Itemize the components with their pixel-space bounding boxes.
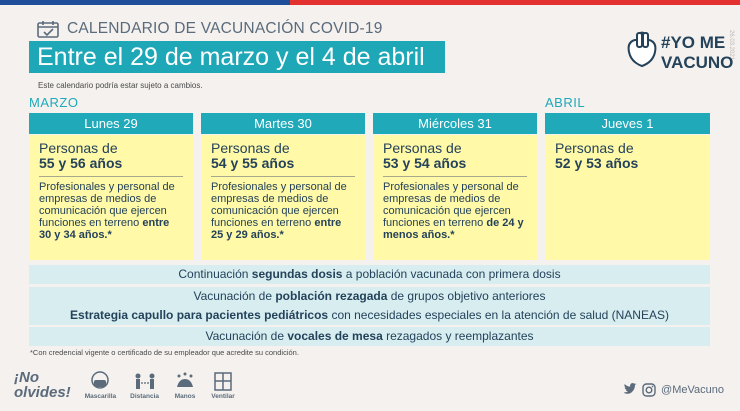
distance-icon xyxy=(133,371,157,393)
divider xyxy=(39,176,183,177)
badge-line1: #YO ME xyxy=(661,33,726,52)
day-body-lunes xyxy=(29,135,193,260)
header xyxy=(37,20,383,38)
day-body-jueves xyxy=(545,135,710,260)
month-label-april: ABRIL xyxy=(545,95,586,110)
divider xyxy=(383,176,527,177)
reminders xyxy=(14,370,235,400)
info-bar-vocales-de-mesa: Vacunación de vocales de mesa rezagados y reemplazantes xyxy=(29,327,710,346)
info-bar-poblacion-rezagada: Vacunación de población rezagada de grupos objetivo anteriores xyxy=(29,287,710,306)
day-body-martes xyxy=(201,135,365,260)
top-stripe-red xyxy=(290,0,740,5)
social-handle-text: @MeVacuno xyxy=(661,384,724,396)
persons-age: 55 y 56 años xyxy=(39,155,123,171)
professionals-text: Profesionales y personal de empresas de medios de comunicación que ejercen funciones en terreno entre 30 y 34 años.* xyxy=(39,181,175,241)
subtitle: Este calendario podría estar sujeto a cambios. xyxy=(38,81,203,90)
reminder-manos: Manos xyxy=(173,371,197,400)
reminders-title: ¡No olvides! xyxy=(14,369,71,401)
mask-icon xyxy=(88,371,112,393)
day-header-martes: Martes 30 xyxy=(201,113,365,134)
professionals-text: Profesionales y personal de empresas de medios de comunicación que ejercen funciones en terreno de 24 y menos años.* xyxy=(383,181,524,241)
professionals-age: de 24 y menos años.* xyxy=(383,217,524,241)
title-banner: Entre el 29 de marzo y el 4 de abril xyxy=(29,41,445,73)
reminder-mascarilla: Mascarilla xyxy=(85,371,116,400)
divider xyxy=(211,176,355,177)
day-header-miercoles: Miércoles 31 xyxy=(373,113,537,134)
day-header-lunes: Lunes 29 xyxy=(29,113,193,134)
top-stripe-blue xyxy=(0,0,290,5)
day-header-jueves: Jueves 1 xyxy=(545,113,710,134)
persons-label: Personas de xyxy=(383,140,462,156)
persons-label: Personas de xyxy=(211,140,290,156)
professionals-age: entre 25 y 29 años.* xyxy=(211,217,342,241)
persons-age: 53 y 54 años xyxy=(383,155,467,171)
day-body-miercoles xyxy=(373,135,537,260)
window-icon xyxy=(211,371,235,393)
instagram-icon xyxy=(642,383,656,397)
reminder-ventilar: Ventilar xyxy=(211,371,235,400)
professionals-text: Profesionales y personal de empresas de medios de comunicación que ejercen funciones en terreno entre 25 y 29 años.* xyxy=(211,181,347,241)
persons-age: 54 y 55 años xyxy=(211,155,295,171)
persons-age: 52 y 53 años xyxy=(555,155,639,171)
social-handle xyxy=(623,383,724,397)
info-bar-estrategia-capullo: Estrategia capullo para pacientes pediátricos con necesidades especiales en la atención de salud (NANEAS) xyxy=(29,306,710,325)
info-bar-segundas-dosis: Continuación segundas dosis a población vacunada con primera dosis xyxy=(29,265,710,284)
badge-line2: VACUNO xyxy=(661,53,734,72)
month-label-march: MARZO xyxy=(29,95,79,110)
publication-date: 26.03.2021 xyxy=(728,30,734,61)
calendar-icon xyxy=(37,20,59,38)
persons-label: Personas de xyxy=(555,140,634,156)
page-header-title: CALENDARIO DE VACUNACIÓN COVID-19 xyxy=(67,20,383,37)
persons-label: Personas de xyxy=(39,140,118,156)
footnote: *Con credencial vigente o certificado de su empleador que acredite su condición. xyxy=(30,348,299,357)
professionals-age: entre 30 y 34 años.* xyxy=(39,217,170,241)
hand-wash-icon xyxy=(173,371,197,393)
reminder-distancia: Distancia xyxy=(130,371,159,400)
twitter-icon xyxy=(623,383,637,397)
